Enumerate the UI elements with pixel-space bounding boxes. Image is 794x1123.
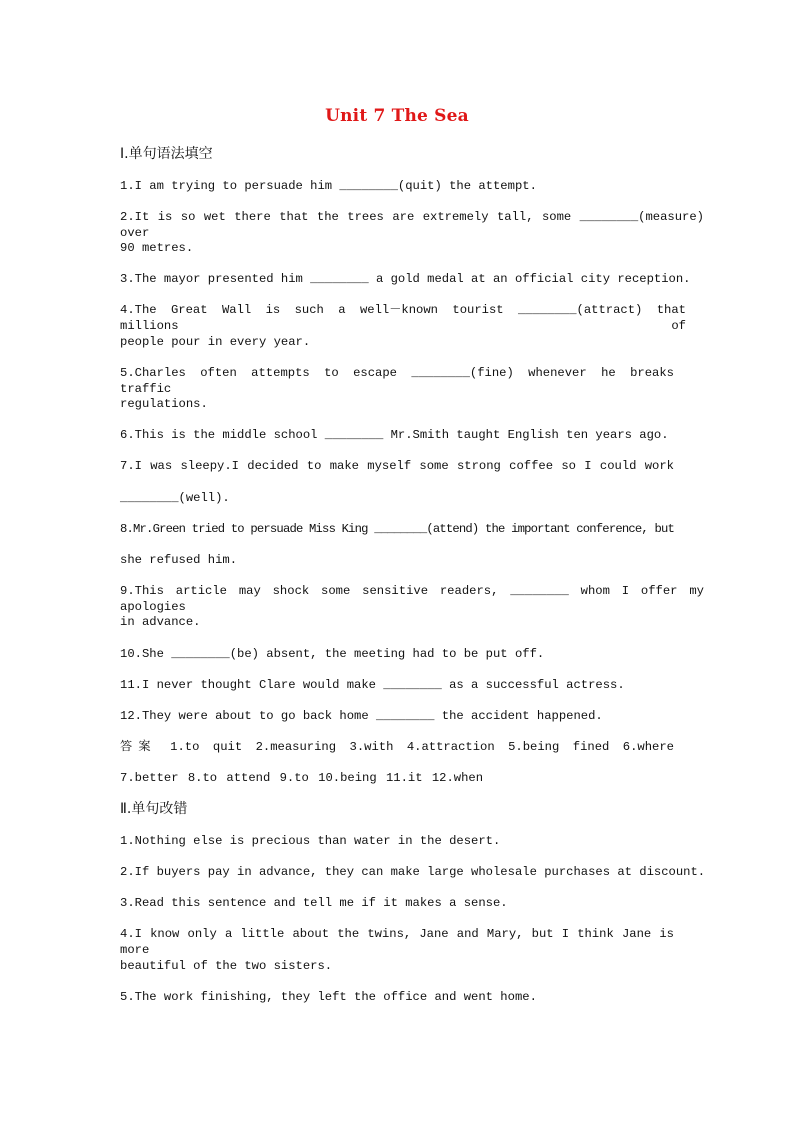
question-line: 3.Read this sentence and tell me if it makes a sense. (120, 896, 508, 910)
answer-key: 答案 1.to quit 2.measuring 3.with 4.attraction 5.being fined 6.where (120, 740, 674, 754)
question-line: in advance. (120, 615, 201, 629)
question-line: 4.The Great Wall is such a well－known tourist ________(attract) that millions of (120, 303, 686, 333)
question-line: 1.Nothing else is precious than water in the desert. (120, 834, 501, 848)
question-line: 90 metres. (120, 241, 194, 255)
question-line: 10.She ________(be) absent, the meeting had to be put off. (120, 647, 545, 661)
question-line: regulations. (120, 397, 208, 411)
question-line: 5.The work finishing, they left the office and went home. (120, 990, 537, 1004)
section-1-heading: Ⅰ.单句语法填空 (120, 146, 213, 162)
question-line: ________(well). (120, 491, 230, 505)
question-line: she refused him. (120, 553, 238, 567)
question-line: beautiful of the two sisters. (120, 959, 333, 973)
question-line: 8.Mr.Green tried to persuade Miss King ________(attend) the important conference, but (120, 522, 674, 536)
question-line: 2.If buyers pay in advance, they can make large wholesale purchases at discount. (120, 865, 706, 879)
page-title: Unit 7 The Sea (325, 106, 469, 126)
question-line: 12.They were about to go back home ________ the accident happened. (120, 709, 603, 723)
question-line: 6.This is the middle school ________ Mr.Smith taught English ten years ago. (120, 428, 669, 442)
question-line: 4.I know only a little about the twins, Jane and Mary, but I think Jane is more (120, 927, 674, 957)
question-line: 11.I never thought Clare would make ________ as a successful actress. (120, 678, 625, 692)
question-line: 2.It is so wet there that the trees are extremely tall, some ________(measure) over (120, 210, 704, 240)
question-line: people pour in every year. (120, 335, 311, 349)
section-2-heading: Ⅱ.单句改错 (120, 801, 188, 817)
question-line: 7.I was sleepy.I decided to make myself some strong coffee so I could work (120, 459, 674, 473)
question-line: 5.Charles often attempts to escape ________(fine) whenever he breaks traffic (120, 366, 674, 396)
question-line: 3.The mayor presented him ________ a gold medal at an official city reception. (120, 272, 691, 286)
answer-key: 7.better 8.to attend 9.to 10.being 11.it 12.when (120, 771, 484, 785)
question-line: 1.I am trying to persuade him ________(quit) the attempt. (120, 179, 537, 193)
question-line: 9.This article may shock some sensitive readers, ________ whom I offer my apologies (120, 584, 704, 614)
